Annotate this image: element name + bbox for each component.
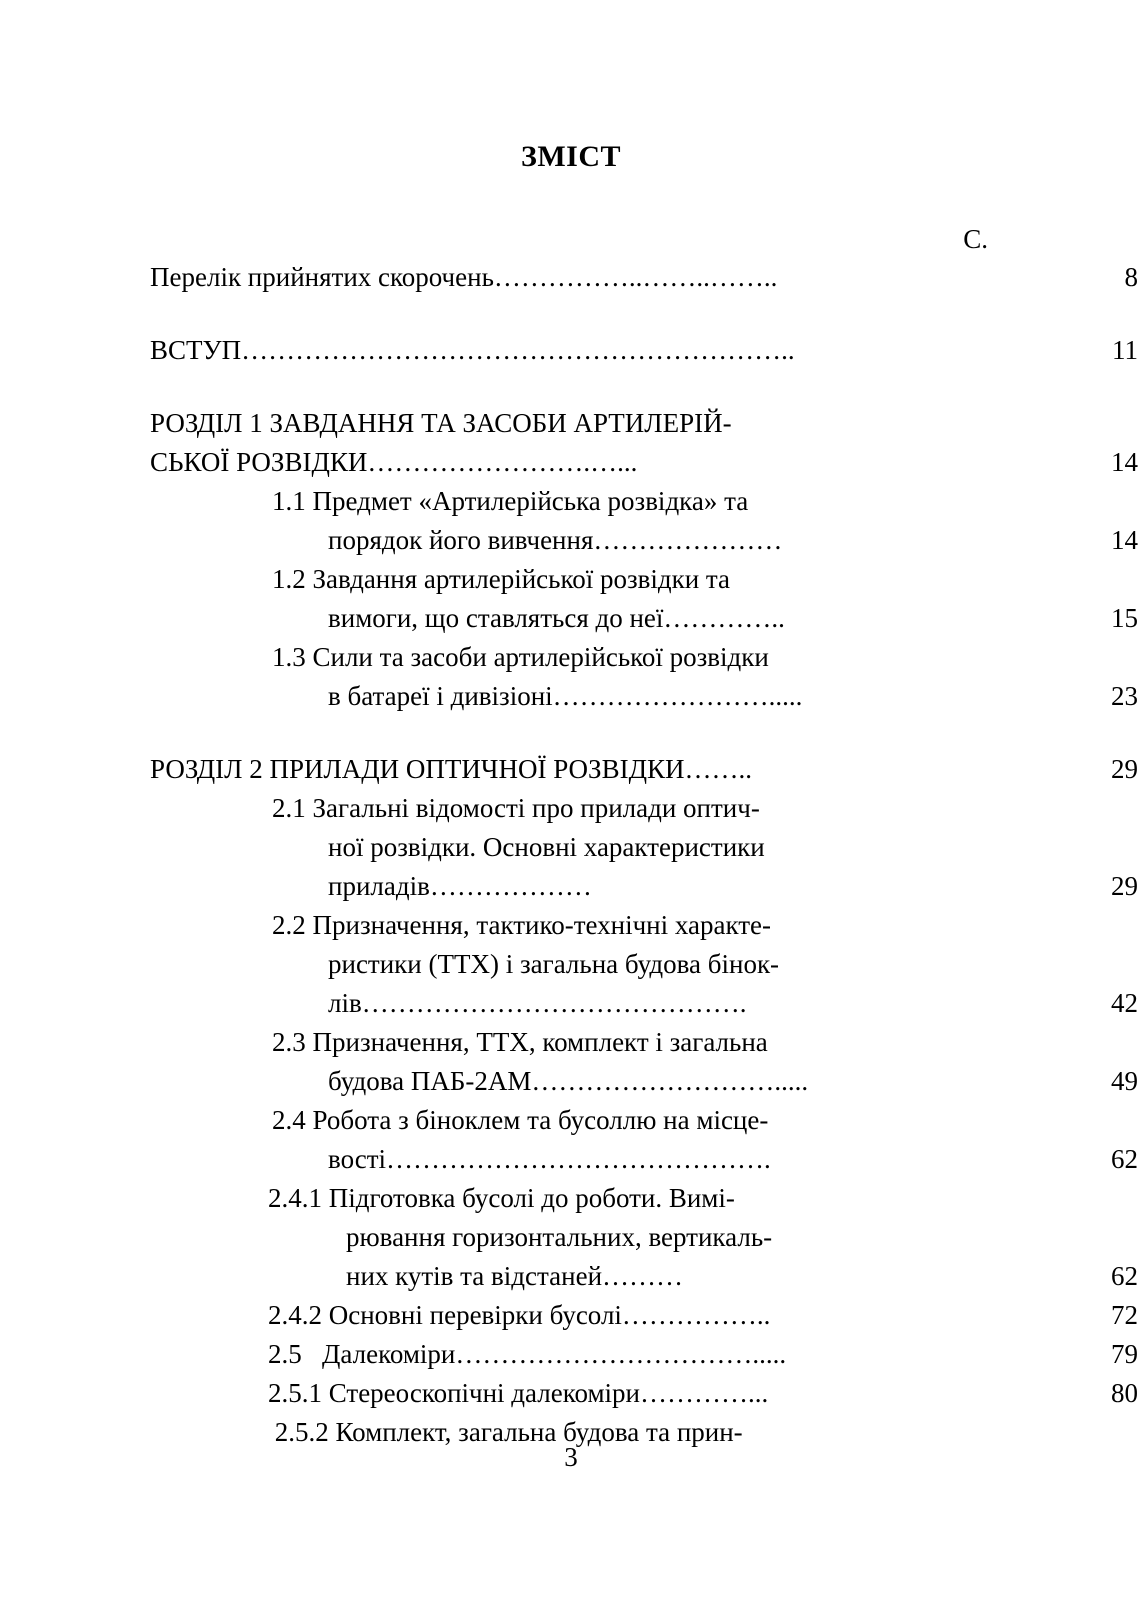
toc-entry-line: рювання горизонтальних, вертикаль- [346,1222,773,1252]
toc-entry-line: 2.4 Робота з біноклем та бусоллю на місце- [272,1105,769,1135]
toc-entry-page-number: 23 [1111,681,1138,711]
toc-entry[interactable] [150,404,1138,482]
toc-entry[interactable] [150,482,1138,560]
toc-entry-line: них кутів та відстаней……… 62 [346,1257,988,1296]
toc-entry[interactable] [150,1101,1138,1179]
toc-entry[interactable] [150,1296,1138,1335]
toc-entry-line: РОЗДІЛ 2 ПРИЛАДИ ОПТИЧНОЇ РОЗВІДКИ…….. 29 [150,750,988,789]
toc-entry[interactable] [150,1179,1138,1296]
toc-entry-line: приладів……………… 29 [328,867,988,906]
toc-entry[interactable] [150,906,1138,1023]
toc-entry-line: вості……………………………………. 62 [328,1140,988,1179]
toc-section-spacer [150,716,988,750]
toc-entry-page-number: 79 [1111,1339,1138,1369]
toc-entry-page-number: 29 [1111,754,1138,784]
toc-entry-line: 1.3 Сили та засоби артилерійської розвідки [272,642,769,672]
toc-entry-line: 2.3 Призначення, ТТХ, комплект і загальна [272,1027,768,1057]
toc-entry-line: Перелік прийнятих скорочень……………..……..…….. 8 [150,258,988,297]
toc-entry-line: 2.1 Загальні відомості про прилади оптич- [272,793,760,823]
page-column-header: С. [963,224,988,254]
toc-entry-line: будова ПАБ-2АМ………………………..... 49 [328,1062,988,1101]
toc-entry-line: порядок його вивчення………………… 14 [328,521,988,560]
folio-page-number: 3 [564,1442,578,1472]
toc-entry-line: 2.4.1 Підготовка бусолі до роботи. Вимі- [268,1183,735,1213]
toc-entry-line: 2.5.2 Комплект, загальна будова та прин- [268,1417,743,1447]
toc-entry-page-number: 49 [1111,1066,1138,1096]
toc-entry-page-number: 42 [1111,988,1138,1018]
toc-entry-page-number: 62 [1111,1261,1138,1291]
toc-entry-line: 2.5.1 Стереоскопічні далекоміри…………... 80 [268,1374,988,1413]
toc-entry-page-number: 15 [1111,603,1138,633]
toc-entry[interactable] [150,638,1138,716]
toc-entry-line: 2.2 Призначення, тактико-технічні характе- [272,910,772,940]
toc-entry-line: лів……………………………………. 42 [328,984,988,1023]
toc-entry-line: вимоги, що ставляться до неї………….. 15 [328,599,988,638]
toc-entry-line: РОЗДІЛ 1 ЗАВДАННЯ ТА ЗАСОБИ АРТИЛЕРІЙ- [150,408,732,438]
toc-entry-line: ної розвідки. Основні характеристики [328,832,765,862]
toc-entry-line: 2.5 Далекоміри……………………………..... 79 [268,1335,988,1374]
toc-entry-line: в батареї і дивізіоні……………………..... 23 [328,677,988,716]
toc-section-spacer [150,370,988,404]
toc-entry-line: 1.2 Завдання артилерійської розвідки та [272,564,731,594]
toc-entry-line: СЬКОЇ РОЗВІДКИ…………………….…... 14 [150,443,988,482]
toc-entry-page-number: 14 [1111,525,1138,555]
toc-entry[interactable] [150,1023,1138,1101]
toc-entry[interactable] [150,750,1138,789]
toc-entry[interactable] [150,258,1138,297]
page-title: ЗМІСТ [521,140,621,173]
toc-entry[interactable] [150,331,1138,370]
toc-entry-line: ВСТУП…………………………………………………….. 11 [150,331,988,370]
toc-entry-line: ристики (ТТХ) і загальна будова бінок- [328,949,780,979]
toc-entry-page-number: 80 [1111,1378,1138,1408]
toc-entry-page-number: 29 [1111,871,1138,901]
toc-entry[interactable] [150,1335,1138,1374]
toc-entry-page-number: 72 [1111,1300,1138,1330]
toc-entry[interactable] [150,1374,1138,1413]
toc-entry-page-number: 11 [1112,335,1138,365]
toc-entry[interactable] [150,789,1138,906]
toc-entry-page-number: 14 [1111,447,1138,477]
table-of-contents [150,258,1138,1452]
toc-entry-page-number: 8 [1124,262,1138,292]
toc-entry-page-number: 62 [1111,1144,1138,1174]
toc-entry-line: 1.1 Предмет «Артилерійська розвідка» та [272,486,749,516]
toc-entry[interactable] [150,560,1138,638]
toc-section-spacer [150,297,988,331]
toc-entry-line: 2.4.2 Основні перевірки бусолі…………….. 72 [268,1296,988,1335]
